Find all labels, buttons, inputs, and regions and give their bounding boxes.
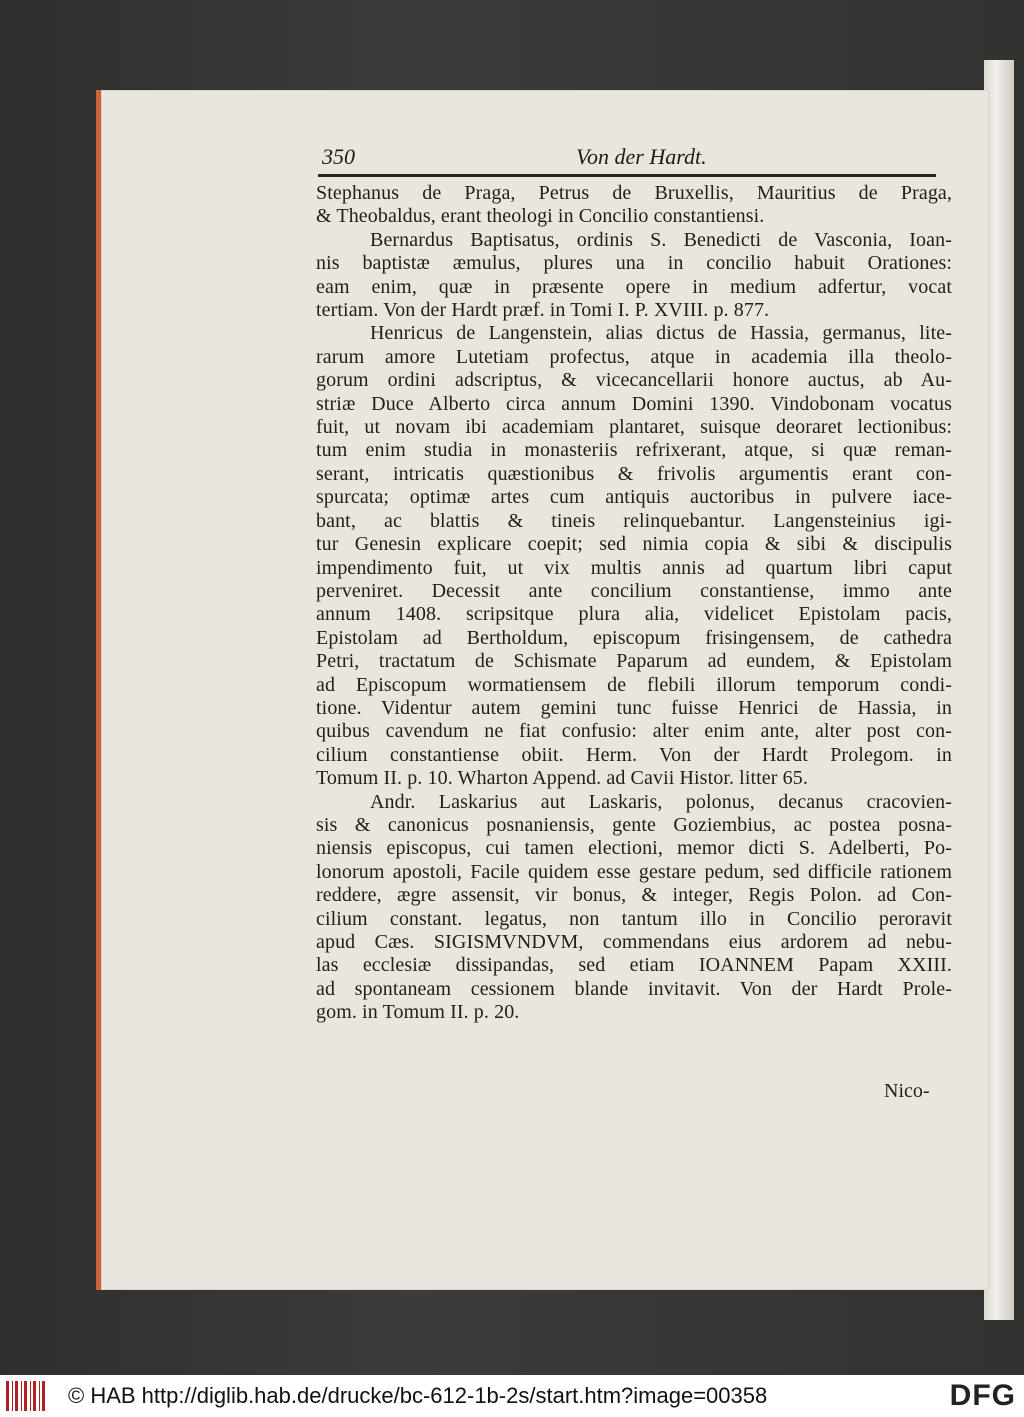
footer-credit-link[interactable]: © HAB http://diglib.hab.de/drucke/bc-612-1b-2s/start.htm?image=00358 (68, 1383, 768, 1408)
text-line: tum enim studia in monasteriis refrixerant, atque, si quæ reman- (316, 439, 952, 462)
text-line: Petri, tractatum de Schismate Paparum ad eundem, & Epistolam (316, 650, 952, 673)
header-rule (318, 174, 936, 177)
text-line: apud Cæs. SIGISMVNDVM, commendans eius ardorem ad nebu- (316, 931, 952, 953)
text-line: nis baptistæ æmulus, plures una in concilio habuit Orationes: (316, 252, 952, 275)
text-line: tertiam. Von der Hardt præf. in Tomi I. P. XVIII. p. 877. (316, 299, 770, 322)
text-line: Epistolam ad Bertholdum, episcopum frisingensem, de cathedra (316, 626, 952, 649)
text-line: rarum amore Lutetiam profectus, atque in academia illa theolo- (316, 345, 952, 368)
text-line: sis & canonicus posnaniensis, gente Goziembius, ac postea posna- (316, 813, 952, 836)
text-line: Andr. Laskarius aut Laskaris, polonus, decanus cracovien- (370, 790, 952, 813)
text-line: tione. Videntur autem gemini tunc fuisse Henrici de Hassia, in (316, 696, 952, 719)
body-text (316, 182, 952, 1025)
text-line: tur Genesin explicare coepit; sed nimia copia & sibi & discipulis (316, 533, 952, 556)
text-line: quibus cavendum ne fiat confusio: alter enim ante, alter post con- (316, 720, 952, 743)
text-line: serant, intricatis quæstionibus & frivolis argumentis erant con- (316, 462, 952, 485)
text-line: bant, ac blattis & tineis relinquebantur. Langensteinius igi- (316, 509, 952, 532)
text-line: cilium constantiense obiit. Herm. Von der Hardt Prolegom. in (316, 743, 952, 766)
text-line: las ecclesiæ dissipandas, sed etiam IOANNEM Papam XXIII. (316, 954, 952, 977)
text-line: impendimento fuit, ut vix multis annis ad quartum libri caput (316, 556, 952, 579)
text-line: cilium constant. legatus, non tantum illo in Concilio peroravit (316, 907, 952, 930)
text-line: ad spontaneam cessionem blande invitavit. Von der Hardt Prole- (316, 977, 952, 1000)
text-line: spurcata; optimæ artes cum antiquis auctoribus in pulvere iace- (316, 486, 952, 509)
text-line: niensis episcopus, cui tamen electioni, memor dicti S. Adelberti, Po- (316, 837, 952, 860)
catchword: Nico- (884, 1080, 930, 1102)
text-line: Bernardus Baptisatus, ordinis S. Benedicti de Vasconia, Ioan- (370, 228, 952, 251)
viewer-footer (0, 1375, 1024, 1417)
text-line: & Theobaldus, erant theologi in Concilio constantiensi. (316, 205, 765, 228)
text-line: striæ Duce Alberto circa annum Domini 1390. Vindobonam vocatus (316, 392, 952, 415)
running-head: Von der Hardt. (576, 144, 707, 169)
text-line: Stephanus de Praga, Petrus de Bruxellis, Mauritius de Praga, (316, 182, 952, 204)
page-number: 350 (322, 144, 355, 169)
text-line: fuit, ut novam ibi academiam plantaret, suisque deoraret lectionibus: (316, 416, 952, 439)
barcode-icon (6, 1381, 48, 1411)
text-line: annum 1408. scripsitque plura alia, videlicet Epistolam pacis, (316, 603, 952, 626)
text-line: gorum ordini adscriptus, & vicecancellarii honore auctus, ab Au- (316, 369, 952, 392)
dfg-logo: DFG (949, 1379, 1016, 1412)
text-line: perveniret. Decessit ante concilium constantiense, immo ante (316, 579, 952, 602)
text-line: lonorum apostoli, Facile quidem esse gestare pedum, sed difficile rationem (316, 860, 952, 883)
text-line: Tomum II. p. 10. Wharton Append. ad Cavii Histor. litter 65. (316, 767, 808, 790)
text-line: Henricus de Langenstein, alias dictus de Hassia, germanus, lite- (370, 322, 952, 345)
text-line: ad Episcopum wormatiensem de flebili illorum temporum condi- (316, 673, 952, 696)
text-line: eam enim, quæ in præsente opere in medium adfertur, vocat (316, 275, 952, 298)
page-header (320, 140, 960, 174)
text-line: gom. in Tomum II. p. 20. (316, 1001, 520, 1024)
text-line: reddere, ægre assensit, vir bonus, & integer, Regis Polon. ad Con- (316, 884, 952, 907)
